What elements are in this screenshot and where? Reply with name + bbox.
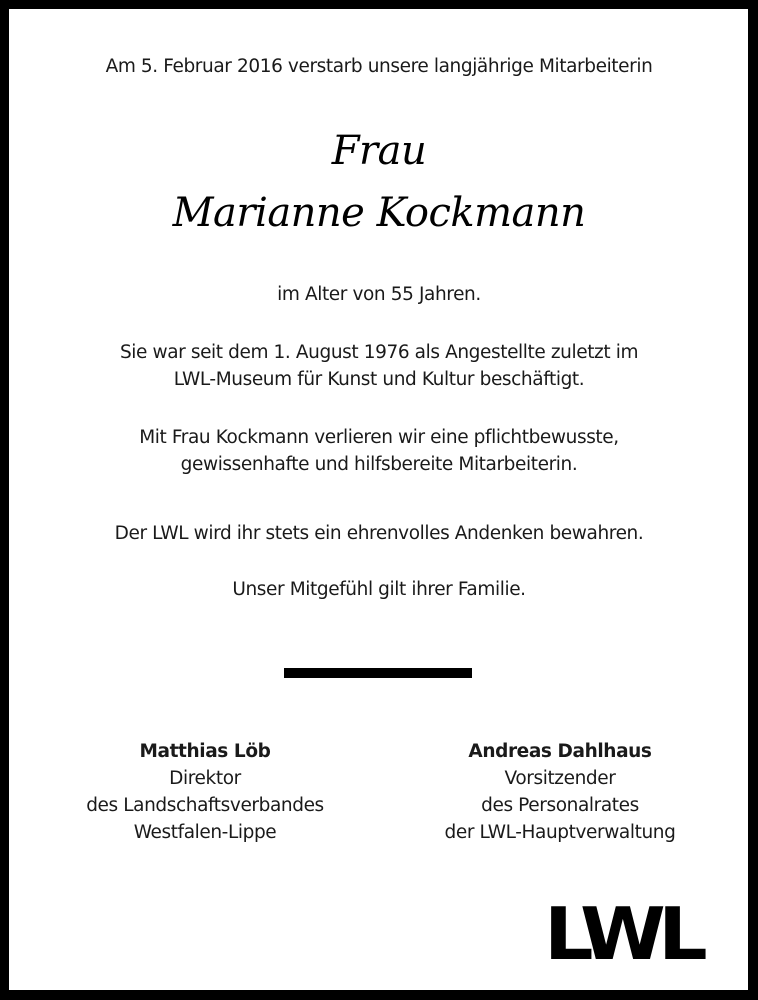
- signatory-name: Andreas Dahlhaus: [468, 741, 652, 762]
- lwl-logo: LWL: [544, 892, 701, 976]
- signatory-left: [60, 738, 350, 846]
- signatory-right: [405, 738, 715, 846]
- signatory-role: Vorsitzender: [504, 768, 616, 789]
- tribute-line-2: gewissenhafte und hilfsbereite Mitarbeiterin.: [180, 454, 578, 475]
- employment-line-1: Sie war seit dem 1. August 1976 als Angestellte zuletzt im: [119, 342, 639, 363]
- signatory-role: des Landschaftsverbandes: [86, 795, 324, 816]
- employment-line-2: LWL-Museum für Kunst und Kultur beschäftigt.: [173, 369, 585, 390]
- signatory-role: des Personalrates: [481, 795, 639, 816]
- remembrance-line: Der LWL wird ihr stets ein ehrenvolles Andenken bewahren.: [114, 523, 644, 544]
- signatory-role: Direktor: [169, 768, 241, 789]
- title-frau: Frau: [331, 128, 427, 174]
- condolence-line: Unser Mitgefühl gilt ihrer Familie.: [232, 579, 526, 600]
- intro-line: Am 5. Februar 2016 verstarb unsere langjährige Mitarbeiterin: [105, 56, 653, 77]
- signatory-name: Matthias Löb: [139, 741, 271, 762]
- age-line: im Alter von 55 Jahren.: [277, 284, 481, 305]
- divider-bar: [284, 668, 472, 678]
- signatory-role: der LWL-Hauptverwaltung: [444, 822, 676, 843]
- signatory-role: Westfalen-Lippe: [133, 822, 277, 843]
- deceased-name: Marianne Kockmann: [172, 190, 586, 236]
- tribute-line-1: Mit Frau Kockmann verlieren wir eine pflichtbewusste,: [139, 427, 619, 448]
